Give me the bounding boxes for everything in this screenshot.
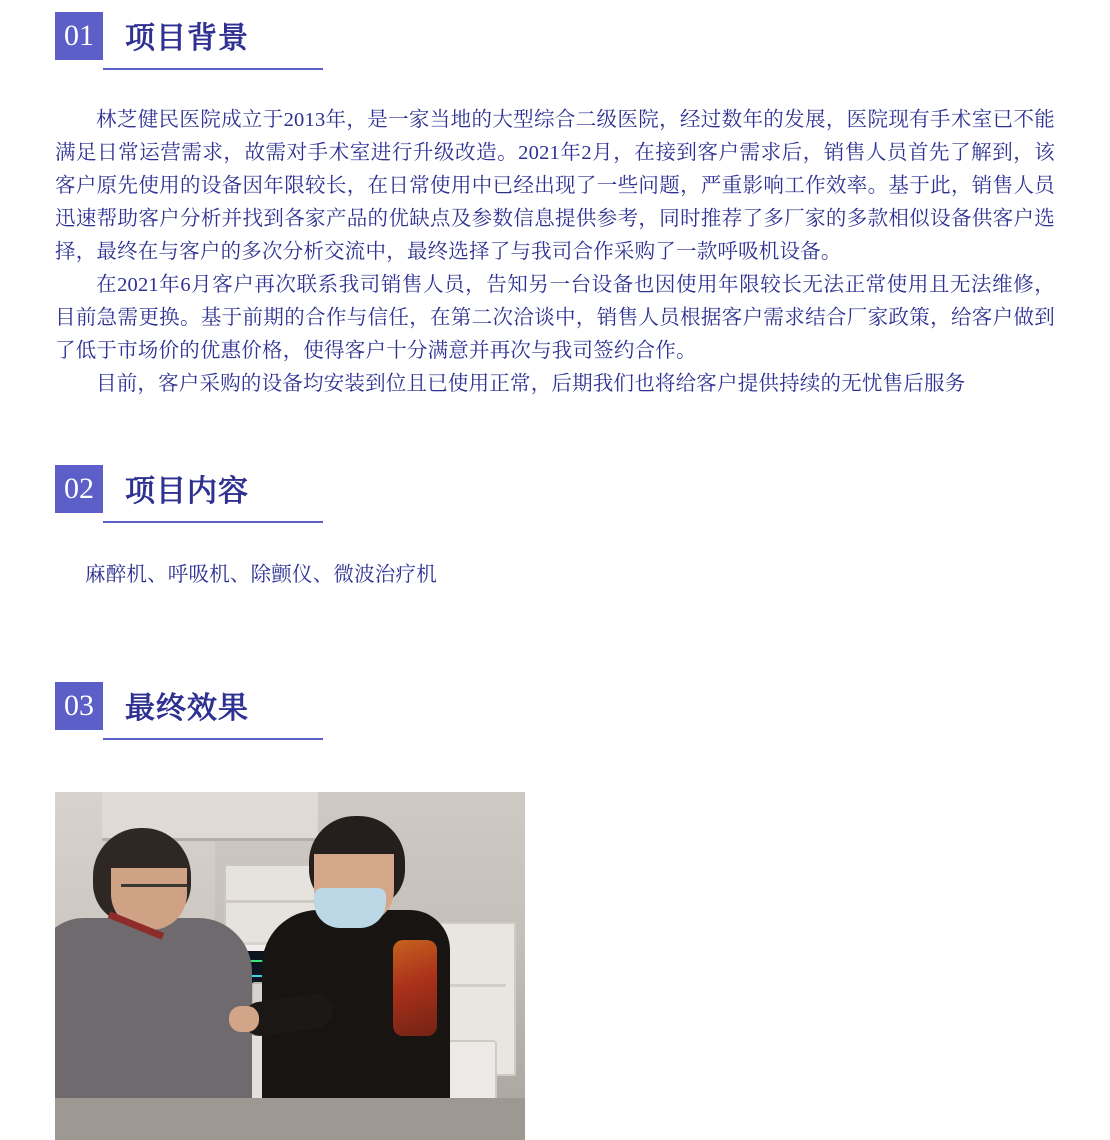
photo-person-right-hand [229, 1006, 259, 1032]
photo-scene [55, 792, 525, 1140]
section-heading-03 [55, 670, 1055, 730]
photo-person-right-mask [314, 888, 386, 928]
photo-person-right-print [393, 940, 437, 1036]
paragraph: 林芝健民医院成立于2013年，是一家当地的大型综合二级医院，经过数年的发展，医院现有手术室已不能满足日常运营需求，故需对手术室进行升级改造。2021年2月，在接到客户需求后，销售人员首先了解到，该客户原先使用的设备因年限较长，在日常使用中已经出现了一些问题，严重影响工作效率。基于此，销售人员迅速帮助客户分析并找到各家产品的优缺点及参数信息提供参考，同时推荐了多厂家的多款相似设备供客户选择，最终在与客户的多次分析交流中，最终选择了与我司合作采购了一款呼吸机设备。 [55, 109, 1055, 263]
section-number-03: 03 [55, 682, 103, 730]
photo-floor [55, 1098, 525, 1140]
paragraph: 在2021年6月客户再次联系我司销售人员，告知另一台设备也因使用年限较长无法正常使用且无法维修，目前急需更换。基于前期的合作与信任，在第二次洽谈中，销售人员根据客户需求结合厂家政策，给客户做到了低于市场价的优惠价格，使得客户十分满意并再次与我司签约合作。 [55, 274, 1055, 362]
section-number-02: 02 [55, 465, 103, 513]
section-title-01: 项目背景 [125, 22, 249, 55]
photo-person-left-glasses [121, 884, 187, 899]
section-rule-01 [103, 68, 323, 70]
section-number-01: 01 [55, 12, 103, 60]
section-heading-02 [55, 453, 1055, 513]
section-rule-03 [103, 738, 323, 740]
paragraph: 麻醉机、呼吸机、除颤仪、微波治疗机 [85, 564, 437, 586]
section-body-01 [55, 104, 1055, 401]
section-rule-02 [103, 521, 323, 523]
section-title-02: 项目内容 [125, 475, 249, 508]
section-body-02 [55, 559, 1055, 592]
section-heading-01 [55, 0, 1055, 60]
section-title-03: 最终效果 [125, 692, 249, 725]
paragraph: 目前，客户采购的设备均安装到位且已使用正常，后期我们也将给客户提供持续的无忧售后服务 [96, 373, 966, 395]
project-photo [55, 792, 525, 1140]
